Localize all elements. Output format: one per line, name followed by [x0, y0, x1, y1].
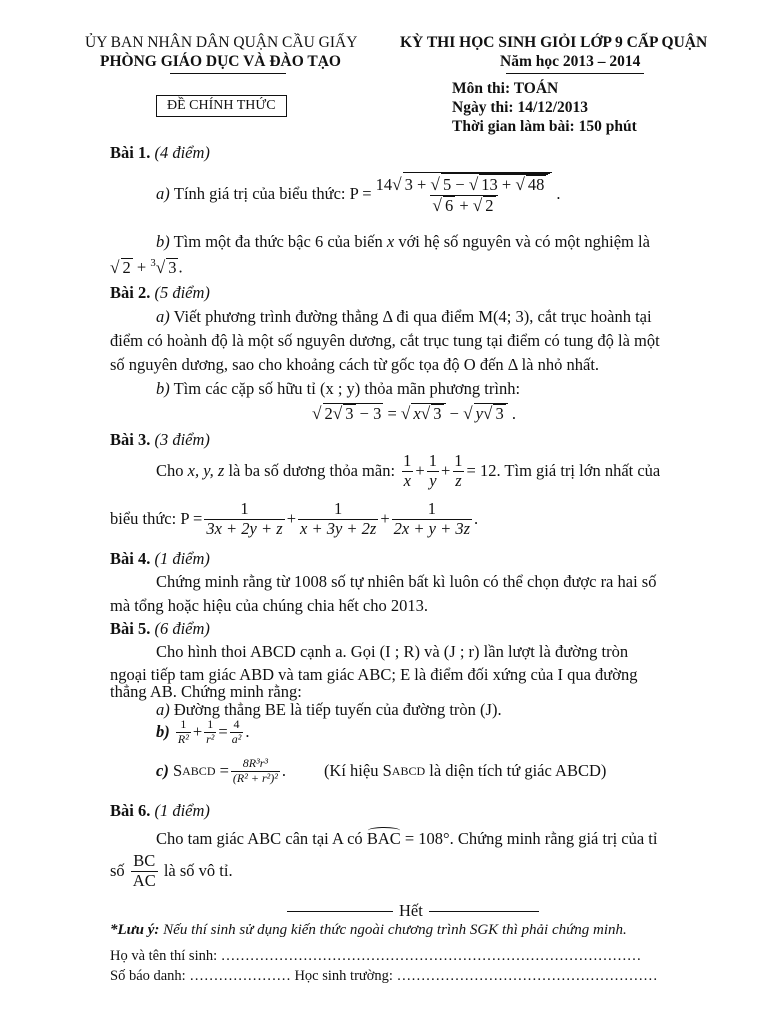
problem-5c: c) S ABCD = $\frac{\text{8R³r³}}{\text{(R² + r²)²}}$ . (Kí hiệu S ABCD là diện tích tứ giác ABCD): [156, 756, 607, 785]
header-authority: ỦY BAN NHÂN DÂN QUẬN CẦU GIẤY: [85, 34, 358, 51]
problem-1a: a) Tính giá trị của biểu thức: P = $\frac{14√ 3 + √ 5 - √ 13 + √ 48}{√ 6 + √ 2}$ .: [156, 172, 560, 216]
header-department: PHÒNG GIÁO DỤC VÀ ĐÀO TẠO: [100, 53, 341, 70]
problem-4-line1: Chứng minh rằng từ 1008 số tự nhiên bất kì luôn có thể chọn được ra hai số: [156, 572, 657, 591]
problem-2a-line2: điểm có hoành độ là một số nguyên dương, cắt trục tung tại điểm có tung độ là một: [110, 331, 660, 350]
problem-5b: b) $\frac{1}{\text{R²}}$ + $\frac{1}{\text{r²}}$ = $\frac{4}{\text{a²}}$ .: [156, 717, 250, 746]
problem-5-line3: thẳng AB. Chứng minh rằng:: [110, 682, 302, 701]
candidate-id-line: Số báo danh: ………………… Học sinh trường: ………………………………………………: [110, 968, 658, 984]
problem-3-condition: Cho x, y, z là ba số dương thỏa mãn: $\frac{1}{x}$ + $\frac{1}{y}$ + $\frac{1}{z}$ = 12 . Tìm giá trị lớn nhất của: [156, 451, 661, 490]
official-stamp: ĐỀ CHÍNH THỨC: [156, 95, 287, 117]
school-year: Năm học 2013 – 2014: [500, 53, 641, 70]
header-underline: [170, 73, 286, 74]
problem-2b: b) Tìm các cặp số hữu tỉ (x ; y) thỏa mãn phương trình:: [156, 379, 521, 398]
problem-2a-line1: a) Viết phương trình đường thẳng Δ đi qua điểm M(4; 3), cắt trục hoành tại: [156, 307, 652, 326]
problem-6-heading: Bài 6. (1 điểm): [110, 801, 210, 820]
exam-title: KỲ THI HỌC SINH GIỎI LỚP 9 CẤP QUẬN: [400, 34, 708, 51]
candidate-name-line: Họ và tên thí sinh: ……………………………………………………………………………: [110, 948, 642, 964]
problem-2a-line3: số nguyên dương, sao cho khoảng cách từ gốc tọa độ O đến Δ là nhỏ nhất.: [110, 355, 600, 374]
end-marker: Hết: [287, 901, 539, 921]
problem-2b-equation: √ 2√ 3 − 3 = √ x√ 3 − √ y√ 3 .: [312, 404, 516, 423]
problem-1a-label: a): [156, 183, 170, 203]
problem-3-expression: biểu thức: P = $\frac{1}{3x + 2y + z}$ + $\frac{1}{x + 3y + 2z}$ + $\frac{1}{2x + y + 3z}$ .: [110, 499, 479, 538]
problem-5-line1: Cho hình thoi ABCD cạnh a. Gọi (I ; R) và (J ; r) lần lượt là đường tròn: [156, 642, 629, 661]
problem-1-heading: [110, 143, 210, 163]
problem-2-heading: Bài 2. (5 điểm): [110, 283, 210, 302]
footer-note: *Lưu ý: Nếu thí sinh sử dụng kiến thức ngoài chương trình SGK thì phải chứng minh.: [110, 922, 627, 938]
year-underline: [506, 73, 644, 74]
problem-5-heading: Bài 5. (6 điểm): [110, 619, 210, 638]
problem-4-line2: mà tổng hoặc hiệu của chúng chia hết cho 2013.: [110, 596, 428, 615]
subject: Môn thi: TOÁN: [452, 80, 559, 97]
problem-3-heading: Bài 3. (3 điểm): [110, 430, 210, 449]
problem-6-line1: Cho tam giác ABC cân tại A có BAC = 108°. Chứng minh rằng giá trị của tỉ: [156, 829, 658, 848]
exam-date: Ngày thi: 14/12/2013: [452, 99, 589, 116]
problem-1-title: Bài 1.: [110, 143, 151, 162]
problem-5-line2: ngoại tiếp tam giác ABD và tam giác ABC; E là điểm đối xứng của I qua đường: [110, 665, 638, 684]
problem-4-heading: Bài 4. (1 điểm): [110, 549, 210, 568]
problem-1a-text: Tính giá trị của biểu thức: P =: [173, 183, 372, 203]
problem-6-line2: số $\frac{BC}{AC}$ là số vô tỉ.: [110, 851, 233, 890]
problem-1b-expression: √ 2 + $^3$√ 3 .: [110, 257, 183, 277]
problem-5a: a) Đường thẳng BE là tiếp tuyến của đường tròn (J).: [156, 700, 502, 719]
problem-1-points: (4 điểm): [154, 143, 210, 162]
problem-1b: b) Tìm một đa thức bậc 6 của biến x với hệ số nguyên và có một nghiệm là: [156, 232, 650, 251]
problem-1a-fraction: $\frac{14√ 3 + √ 5 - √ 13 + √ 48}{√ 6 + √ 2}$: [374, 172, 555, 216]
exam-duration: Thời gian làm bài: 150 phút: [452, 118, 637, 135]
